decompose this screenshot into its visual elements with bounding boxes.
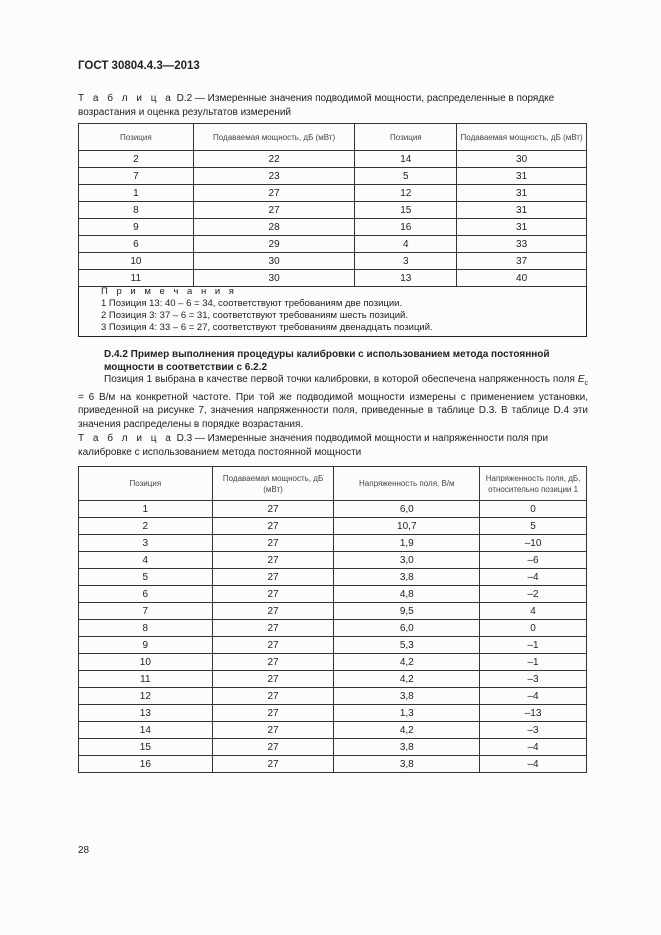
table-cell: 4	[355, 236, 457, 253]
body-paragraph	[78, 373, 588, 431]
table-row	[79, 586, 587, 603]
table-cell: 27	[212, 518, 334, 535]
table-cell: 16	[355, 219, 457, 236]
table-row	[79, 705, 587, 722]
table-cell: 11	[79, 270, 194, 287]
table-cell: 22	[193, 151, 355, 168]
table-cell: –1	[480, 637, 587, 654]
table-cell: 9,5	[334, 603, 480, 620]
table-row	[79, 671, 587, 688]
table-cell: 13	[355, 270, 457, 287]
table-cell: 16	[79, 756, 213, 773]
table-d2-caption	[78, 92, 588, 120]
table-cell: 12	[79, 688, 213, 705]
table-cell: 13	[79, 705, 213, 722]
table-cell: 3,8	[334, 688, 480, 705]
column-header: Позиция	[355, 124, 457, 151]
caption-text: D.2 — Измеренные значения подводимой мощности, распределенные в порядке возрастания и оценка результатов измерений	[78, 93, 555, 118]
column-header: Позиция	[79, 467, 213, 501]
paragraph-text: = 6 В/м на конкретной частоте. При той же подводимой мощности измерены с применением установки, приведенной на рисунке 7, значения напряженности поля, приведенные в таблице D.3. В таблице D.4 эти значения распределены в порядке возрастания.	[78, 391, 588, 430]
table-cell: 27	[212, 637, 334, 654]
table-row	[79, 739, 587, 756]
column-header: Позиция	[79, 124, 194, 151]
table-cell: –4	[480, 688, 587, 705]
table-cell: 5	[480, 518, 587, 535]
notes-title: П р и м е ч а н и я	[101, 286, 237, 297]
table-cell: –6	[480, 552, 587, 569]
table-cell: 1,3	[334, 705, 480, 722]
table-row	[79, 552, 587, 569]
table-cell: 8	[79, 620, 213, 637]
table-cell: 6	[79, 236, 194, 253]
table-cell: 27	[193, 202, 355, 219]
table-row	[79, 501, 587, 518]
table-cell: –1	[480, 654, 587, 671]
table-cell: 27	[212, 603, 334, 620]
table-cell: 27	[212, 535, 334, 552]
table-cell: 4	[480, 603, 587, 620]
table-cell: 31	[457, 185, 587, 202]
table-cell: 4,2	[334, 722, 480, 739]
table-cell: 2	[79, 151, 194, 168]
table-cell: 27	[212, 586, 334, 603]
table-cell: 3,0	[334, 552, 480, 569]
table-cell: 0	[480, 501, 587, 518]
table-row	[79, 603, 587, 620]
table-cell: 27	[212, 671, 334, 688]
table-cell: 3	[355, 253, 457, 270]
table-cell: 1	[79, 501, 213, 518]
table-cell: 31	[457, 168, 587, 185]
table-cell: 27	[212, 654, 334, 671]
table-cell: 30	[457, 151, 587, 168]
table-d2-notes	[78, 286, 587, 337]
table-cell: 0	[480, 620, 587, 637]
table-row	[79, 569, 587, 586]
table-cell: 5,3	[334, 637, 480, 654]
table-cell: 4,8	[334, 586, 480, 603]
table-cell: 6,0	[334, 620, 480, 637]
table-cell: 27	[212, 756, 334, 773]
table-cell: –4	[480, 569, 587, 586]
column-header: Напряженность поля, В/м	[334, 467, 480, 501]
table-cell: 6	[79, 586, 213, 603]
table-row	[79, 253, 587, 270]
table-row	[79, 654, 587, 671]
table-row	[79, 236, 587, 253]
table-cell: 2	[79, 518, 213, 535]
table-cell: 27	[212, 620, 334, 637]
table-cell: 4	[79, 552, 213, 569]
table-cell: –3	[480, 671, 587, 688]
table-cell: 3,8	[334, 569, 480, 586]
table-row	[79, 185, 587, 202]
table-cell: 27	[212, 501, 334, 518]
table-cell: –13	[480, 705, 587, 722]
table-cell: 27	[212, 552, 334, 569]
table-cell: –4	[480, 756, 587, 773]
table-cell: 5	[79, 569, 213, 586]
table-cell: 10	[79, 253, 194, 270]
column-header: Подаваемая мощность, дБ (мВт)	[212, 467, 334, 501]
table-cell: 15	[79, 739, 213, 756]
column-header: Подаваемая мощность, дБ (мВт)	[193, 124, 355, 151]
table-cell: –2	[480, 586, 587, 603]
table-cell: 7	[79, 603, 213, 620]
table-cell: 3,8	[334, 739, 480, 756]
paragraph-text: Позиция 1 выбрана в качестве первой точки калибровки, в которой обеспечена напряженность поля	[104, 374, 578, 385]
note: 1 Позиция 13: 40 – 6 = 34, соответствуют требованиям две позиции.	[101, 298, 403, 309]
table-row	[79, 637, 587, 654]
table-cell: 10,7	[334, 518, 480, 535]
table-d3-caption	[78, 432, 588, 460]
column-header: Подаваемая мощность, дБ (мВт)	[457, 124, 587, 151]
table-cell: 8	[79, 202, 194, 219]
table-cell: 29	[193, 236, 355, 253]
table-cell: 27	[212, 705, 334, 722]
table-cell: 9	[79, 219, 194, 236]
table-row	[79, 202, 587, 219]
table-d3	[78, 466, 587, 773]
table-cell: 14	[355, 151, 457, 168]
table-row	[79, 168, 587, 185]
table-row	[79, 535, 587, 552]
table-cell: 3	[79, 535, 213, 552]
table-cell: 27	[193, 185, 355, 202]
table-cell: 14	[79, 722, 213, 739]
caption-label: Т а б л и ц а	[78, 433, 174, 444]
note: 3 Позиция 4: 33 – 6 = 27, соответствуют требованиям двенадцать позиций.	[101, 322, 433, 333]
caption-label: Т а б л и ц а	[78, 93, 174, 104]
table-row	[79, 270, 587, 287]
table-cell: 40	[457, 270, 587, 287]
table-cell: 27	[212, 722, 334, 739]
section-title: D.4.2 Пример выполнения процедуры калибровки с использованием метода постоянной мощности в соответствии с 6.2.2	[104, 349, 550, 373]
subscript: c	[584, 380, 588, 387]
table-cell: 11	[79, 671, 213, 688]
document-header: ГОСТ 30804.4.3—2013	[78, 60, 200, 72]
table-row	[79, 620, 587, 637]
column-header: Напряженность поля, дБ, относительно позиции 1	[480, 467, 587, 501]
table-cell: –3	[480, 722, 587, 739]
table-cell: 1	[79, 185, 194, 202]
table-row	[79, 722, 587, 739]
table-cell: 4,2	[334, 654, 480, 671]
table-cell: 27	[212, 569, 334, 586]
table-cell: 33	[457, 236, 587, 253]
table-cell: 15	[355, 202, 457, 219]
table-cell: 30	[193, 253, 355, 270]
table-cell: 31	[457, 219, 587, 236]
table-row	[79, 688, 587, 705]
table-cell: 31	[457, 202, 587, 219]
table-cell: 5	[355, 168, 457, 185]
table-cell: 9	[79, 637, 213, 654]
table-cell: 4,2	[334, 671, 480, 688]
table-cell: 23	[193, 168, 355, 185]
table-cell: 7	[79, 168, 194, 185]
table-cell: –10	[480, 535, 587, 552]
note: 2 Позиция 3: 37 – 6 = 31, соответствуют требованиям шесть позиций.	[101, 310, 408, 321]
page-number: 28	[78, 845, 90, 856]
table-cell: –4	[480, 739, 587, 756]
table-cell: 27	[212, 739, 334, 756]
table-cell: 28	[193, 219, 355, 236]
table-row	[79, 151, 587, 168]
table-cell: 12	[355, 185, 457, 202]
table-cell: 3,8	[334, 756, 480, 773]
table-cell: 30	[193, 270, 355, 287]
table-cell: 10	[79, 654, 213, 671]
table-cell: 37	[457, 253, 587, 270]
table-d2	[78, 123, 587, 287]
table-cell: 6,0	[334, 501, 480, 518]
caption-text: D.3 — Измеренные значения подводимой мощности и напряженности поля при калибровке с использованием метода постоянной мощности	[78, 433, 549, 458]
table-cell: 27	[212, 688, 334, 705]
table-cell: 1,9	[334, 535, 480, 552]
variable: E	[577, 374, 585, 385]
table-row	[79, 756, 587, 773]
table-row	[79, 219, 587, 236]
table-row	[79, 518, 587, 535]
